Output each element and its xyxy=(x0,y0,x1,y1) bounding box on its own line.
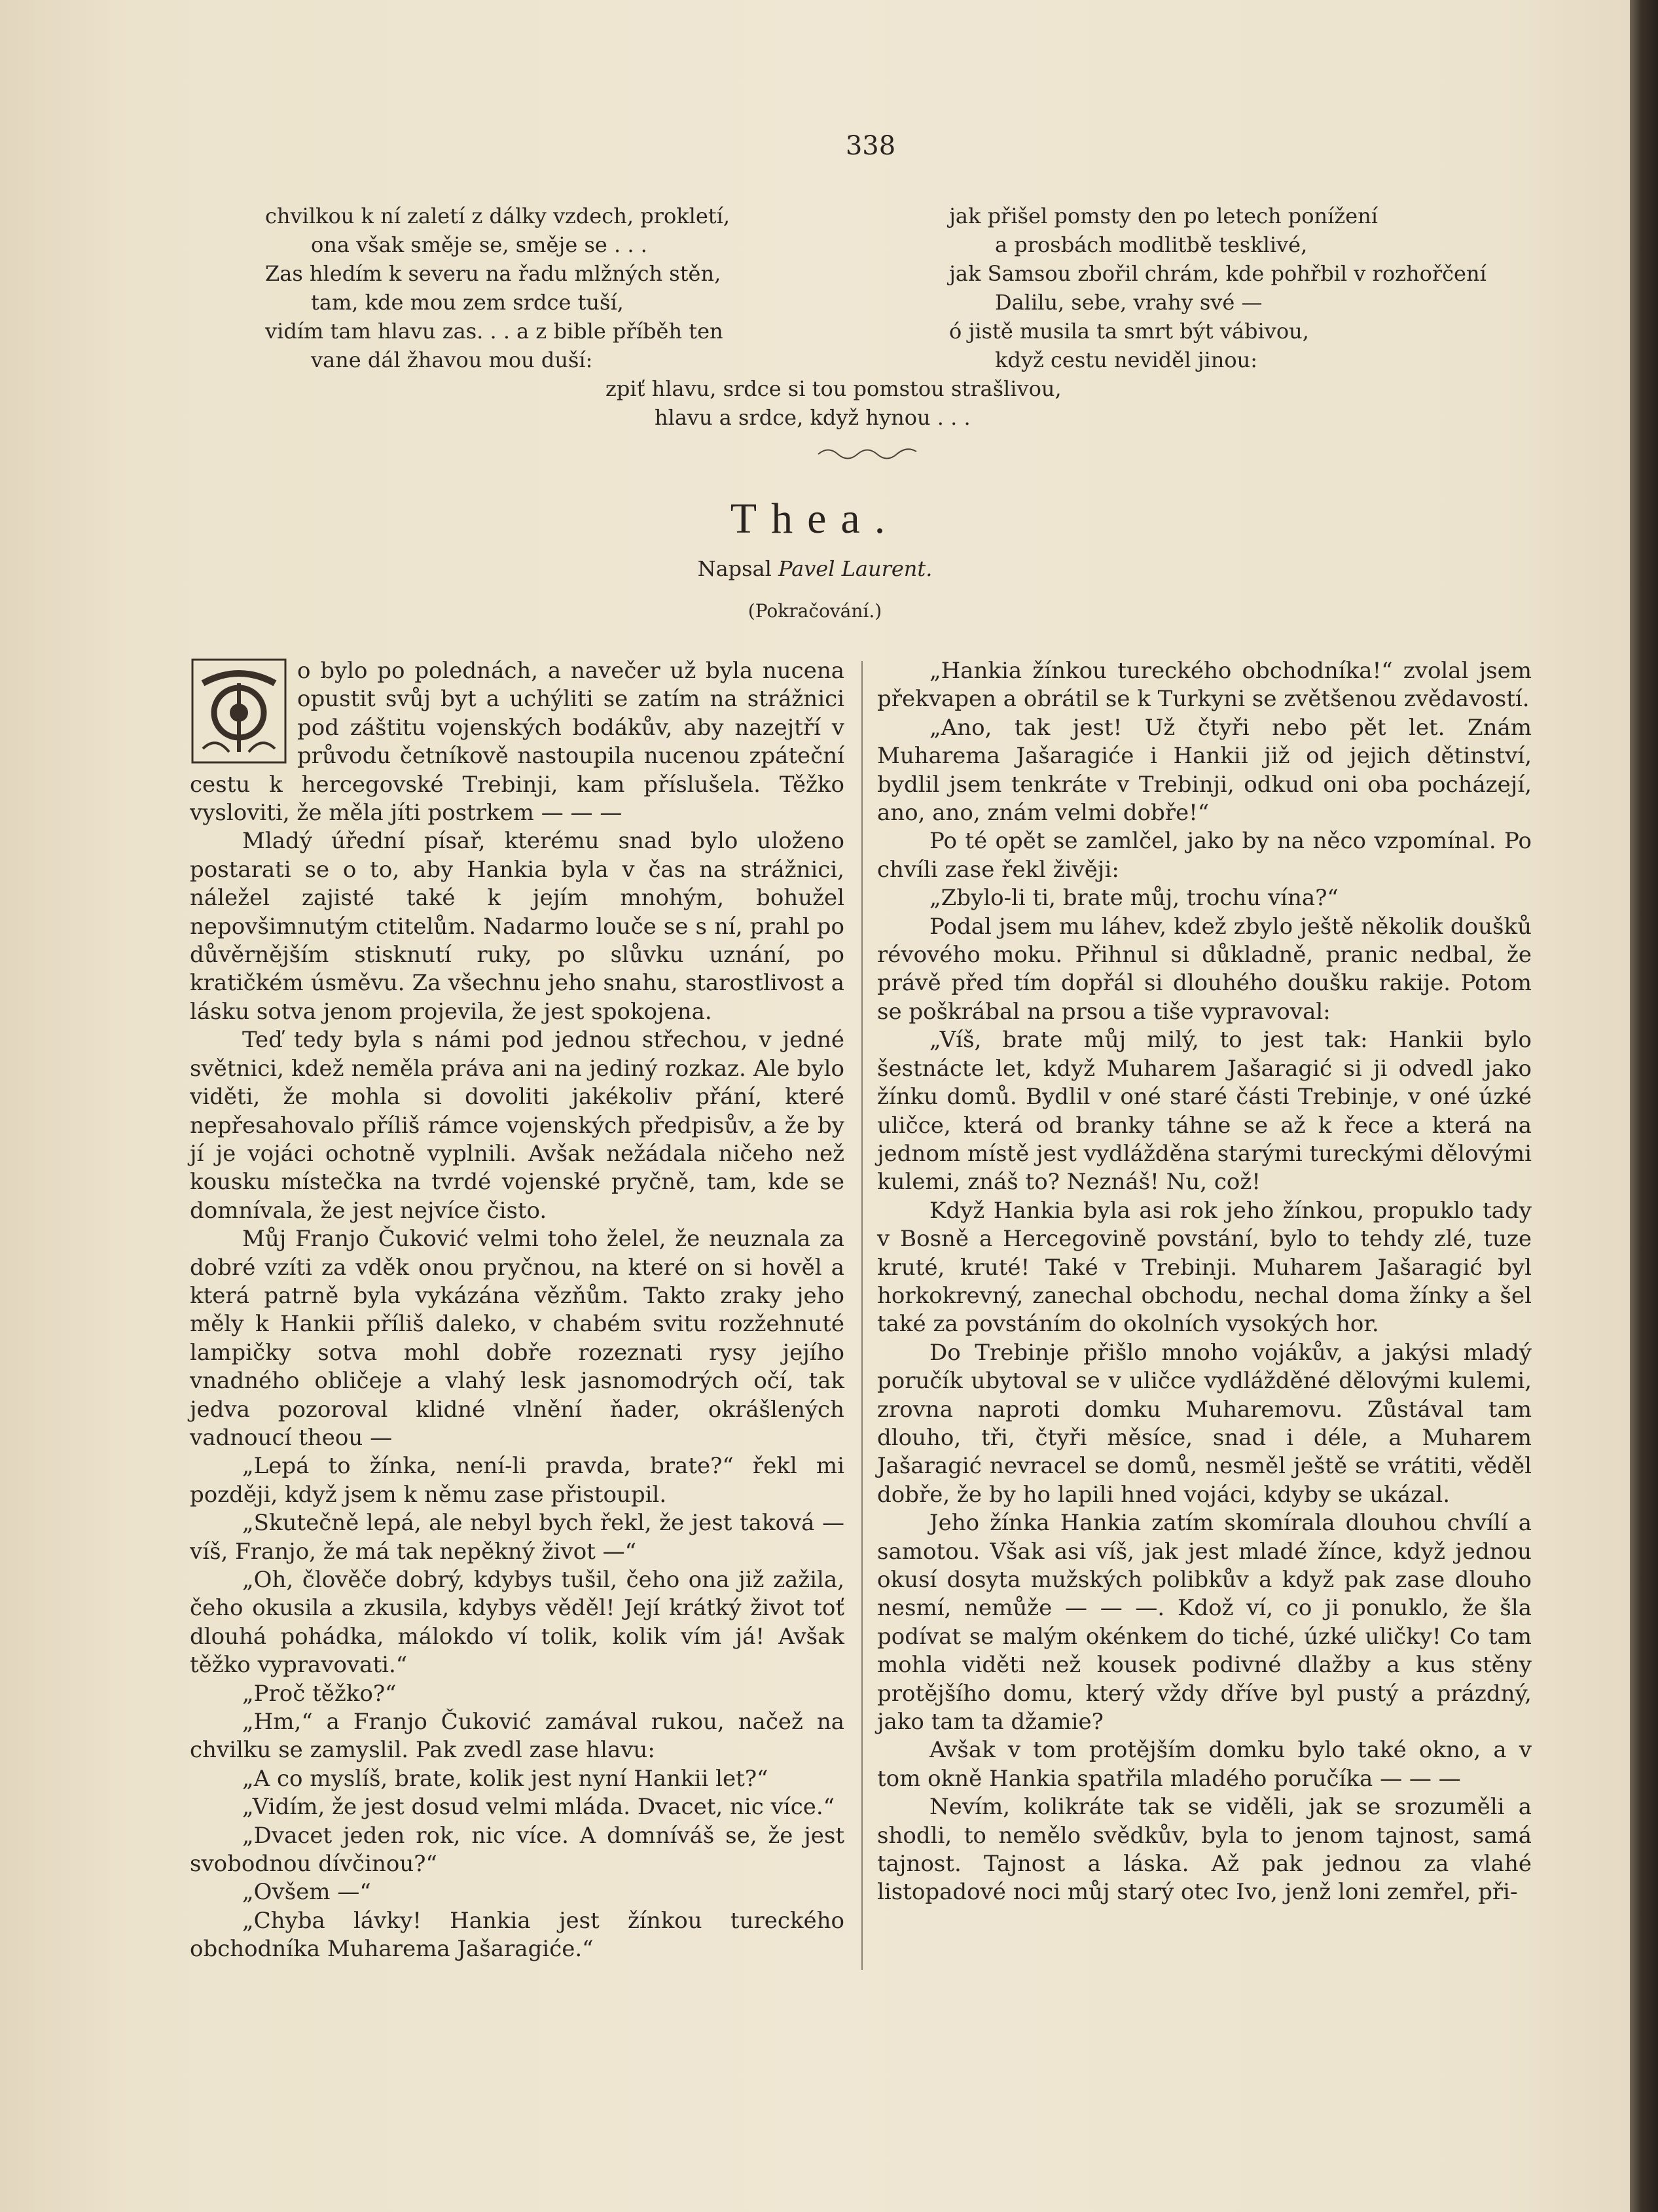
continuation-note: (Pokračování.) xyxy=(748,600,882,622)
section-ornament xyxy=(815,442,920,462)
paragraph: „Skutečně lepá, ale nebyl bych řekl, že jest taková — víš, Franjo, že má tak nepěkný život —“ xyxy=(190,1510,844,1565)
paragraph: Do Trebinje přišlo mnoho vojákův, a jakýsi mladý poručík ubytoval se v uličce vydlážděné dělovými kulemi, zrovna naproti domku Muharemovu. Zůstával tam dlouho, tři, čtyři měsíce, snad i déle, a Muharem Jašaragić nevracel se domů, nesměl ještě se vrátiti, věděl dobře, že by ho lapili hned vojáci, kdyby se ukázal. xyxy=(877,1339,1532,1508)
byline xyxy=(0,556,1630,581)
poem-left-stanza xyxy=(265,202,730,374)
poem-line: ona však směje se, směje se . . . xyxy=(311,232,647,257)
left-column xyxy=(190,657,844,1964)
column-divider xyxy=(861,661,863,1970)
right-column xyxy=(877,657,1532,1907)
paragraph: „Ano, tak jest! Už čtyři nebo pět let. Znám Muharema Jašaragiće i Hankii již od jejich dětinství, bydlil jsem tenkráte v Trebinji, odkud oni oba pocházejí, ano, ano, znám velmi dobře!“ xyxy=(877,714,1532,827)
paragraph: „Ovšem —“ xyxy=(242,1879,371,1906)
paragraph: Mladý úřední písař, kterému snad bylo uloženo postarati se o to, aby Hankia byla v čas na strážnici, náležel zajisté také k jejím mnohým, bohužel nepovšimnutým ctitelům. Nadarmo louče se s ní, prahl po důvěrnějším stisknutí ruky, po slůvku uznání, po kratičkém úsměvu. Za všechnu jeho snahu, starostlivost a lásku sotva jenom projevila, že jest spokojena. xyxy=(190,828,844,1025)
paragraph: „Dvacet jeden rok, nic více. A domníváš se, že jest svobodnou dívčinou?“ xyxy=(190,1822,844,1878)
paragraph: Po té opět se zamlčel, jako by na něco vzpomínal. Po chvíli zase řekl živěji: xyxy=(877,828,1532,883)
page-number: 338 xyxy=(845,131,896,161)
paragraph: Když Hankia byla asi rok jeho žínkou, propuklo tady v Bosně a Hercegovině povstání, bylo to tehdy zlé, tuze kruté, kruté! Také v Trebinji. Muharem Jašaragić byl horkokrevný, zanechal obchodu, nechal doma žínky a šel také za povstáním do okolních vysokých hor. xyxy=(877,1197,1532,1338)
poem-closing xyxy=(605,374,1062,432)
poem-line: hlavu a srdce, když hynou . . . xyxy=(655,405,971,430)
paragraph: Teď tedy byla s námi pod jednou střechou, v jedné světnici, kdež neměla práva ani na jediný rozkaz. Ale bylo viděti, že mohla si dovoliti jakékoliv přání, které nepřesahovalo příliš rámce vojenských předpisův, a že by jí je vojáci ochotně vyplnili. Avšak nežádala ničeho než kousku místečka na tvrdé vojenské pryčně, tam, kde se domnívala, že jest nejvíce čisto. xyxy=(190,1027,844,1224)
paragraph: „A co myslíš, brate, kolik jest nyní Hankii let?“ xyxy=(242,1765,768,1792)
poem-right-stanza xyxy=(949,202,1487,374)
article-title: Thea. xyxy=(730,495,900,543)
paragraph: „Zbylo-li ti, brate můj, trochu vína?“ xyxy=(929,885,1339,912)
paragraph: Můj Franjo Čuković velmi toho želel, že neuznala za dobré vzíti za vděk onou pryčnou, na které on si hověl a která patrně byla vykázána vězňům. Takto zraky jeho měly k Hankii příliš daleko, v chabém svitu rozžehnuté lampičky sotva mohl dobře rozeznati rysy jejího vnadného obličeje a vlahý lesk jasnomodrých očí, tak jedva pozoroval klidné vlnění ňader, okrášlených vadnoucí theou — xyxy=(190,1226,844,1451)
paragraph: Podal jsem mu láhev, kdež zbylo ještě několik doušků révového moku. Přihnul si důkladně, pranic nedbal, že právě před tím dopřál si dlouhého doušku rakije. Potom se poškrábal na prsou a tiše vypravoval: xyxy=(877,913,1532,1025)
paragraph: Jeho žínka Hankia zatím skomírala dlouhou chvílí a samotou. Však asi víš, jak jest mladé žínce, když jednou okusí dosyta mužských polibkův a když pak zase dlouho nesmí, nemůže — — —. Kdož ví, co ji ponuklo, že šla podívat se malým okénkem do tiché, úzké uličky! Co tam mohla viděti než kousek podivné dlažby a kus stěny protějšího domu, který vždy dříve byl pustý a prázdný, jako tam ta džamie? xyxy=(877,1510,1532,1736)
author-name: Pavel Laurent. xyxy=(778,556,933,581)
poem-line: vidím tam hlavu zas. . . a z bible příběh ten xyxy=(265,319,723,344)
poem-line: vane dál žhavou mou duší: xyxy=(311,348,593,372)
poem-line: tam, kde mou zem srdce tuší, xyxy=(311,290,624,315)
poem-line: chvilkou k ní zaletí z dálky vzdech, prokletí, xyxy=(265,204,730,228)
paragraph: o bylo po polednách, a navečer už byla nucena opustit svůj byt a uchýliti se zatím na strážnici pod záštitu vojenských bodákův, aby nazejtří v průvodu četníkově nastoupila nucenou zpáteční cestu k hercegovské Trebinji, kam příslušela. Těžko vysloviti, že měla jíti postrkem — — — xyxy=(190,658,844,827)
paragraph: Nevím, kolikráte tak se viděli, jak se srozuměli a shodli, to nemělo svědkův, byla to jenom tajnost, samá tajnost. Tajnost a láska. Až pak jednou za vlahé listopadové noci můj starý otec Ivo, jenž loni zemřel, při- xyxy=(877,1794,1532,1906)
paragraph: „Proč těžko?“ xyxy=(242,1680,397,1707)
paragraph: Avšak v tom protějším domku bylo také okno, a v tom okně Hankia spatřila mladého poručíka — — — xyxy=(877,1737,1532,1792)
paragraph: „Hankia žínkou tureckého obchodníka!“ zvolal jsem překvapen a obrátil se k Turkyni se zvětšenou zvědavostí. xyxy=(877,658,1532,713)
paragraph: „Chyba lávky! Hankia jest žínkou tureckého obchodníka Muharema Jašaragiće.“ xyxy=(190,1907,844,1963)
paragraph: „Hm,“ a Franjo Čuković zamával rukou, načež na chvilku se zamyslil. Pak zvedl zase hlavu: xyxy=(190,1709,844,1764)
poem-line: Dalilu, sebe, vrahy své — xyxy=(995,290,1263,315)
poem-line: jak Samsou zbořil chrám, kde pohřbil v rozhořčení xyxy=(949,261,1487,286)
byline-prefix: Napsal xyxy=(697,556,772,581)
paragraph: „Oh, člověče dobrý, kdybys tušil, čeho ona již zažila, čeho okusila a zkusila, kdybys věděl! Její krátký život toť dlouhá pohádka, málokdo ví tolik, kolik vím já! Avšak těžko vypravovati.“ xyxy=(190,1567,844,1679)
dropcap-t-icon xyxy=(190,657,288,765)
paragraph: „Vidím, že jest dosud velmi mláda. Dvacet, nic více.“ xyxy=(242,1794,835,1821)
poem-line: když cestu neviděl jinou: xyxy=(995,348,1258,372)
paragraph: „Víš, brate můj milý, to jest tak: Hankii bylo šestnácte let, když Muharem Jašaragić si ji odvedl jako žínku domů. Bydlil v oné staré části Trebinje, v oné úzké uličce, která od branky táhne se až k řece a která na jednom místě jest vydlážděna starými tureckými dělovými kulemi, znáš to? Neznáš! Nu, což! xyxy=(877,1027,1532,1196)
poem-line: a prosbách modlitbě tesklivé, xyxy=(995,232,1308,257)
poem-line: jak přišel pomsty den po letech ponížení xyxy=(949,204,1378,228)
poem-line: ó jistě musila ta smrt být vábivou, xyxy=(949,319,1309,344)
poem-line: Zas hledím k severu na řadu mlžných stěn, xyxy=(265,261,721,286)
poem-line: zpiť hlavu, srdce si tou pomstou strašlivou, xyxy=(605,376,1062,401)
book-edge xyxy=(1630,0,1658,2212)
paragraph: „Lepá to žínka, není-li pravda, brate?“ řekl mi později, když jsem k němu zase přistoupil. xyxy=(190,1453,844,1508)
